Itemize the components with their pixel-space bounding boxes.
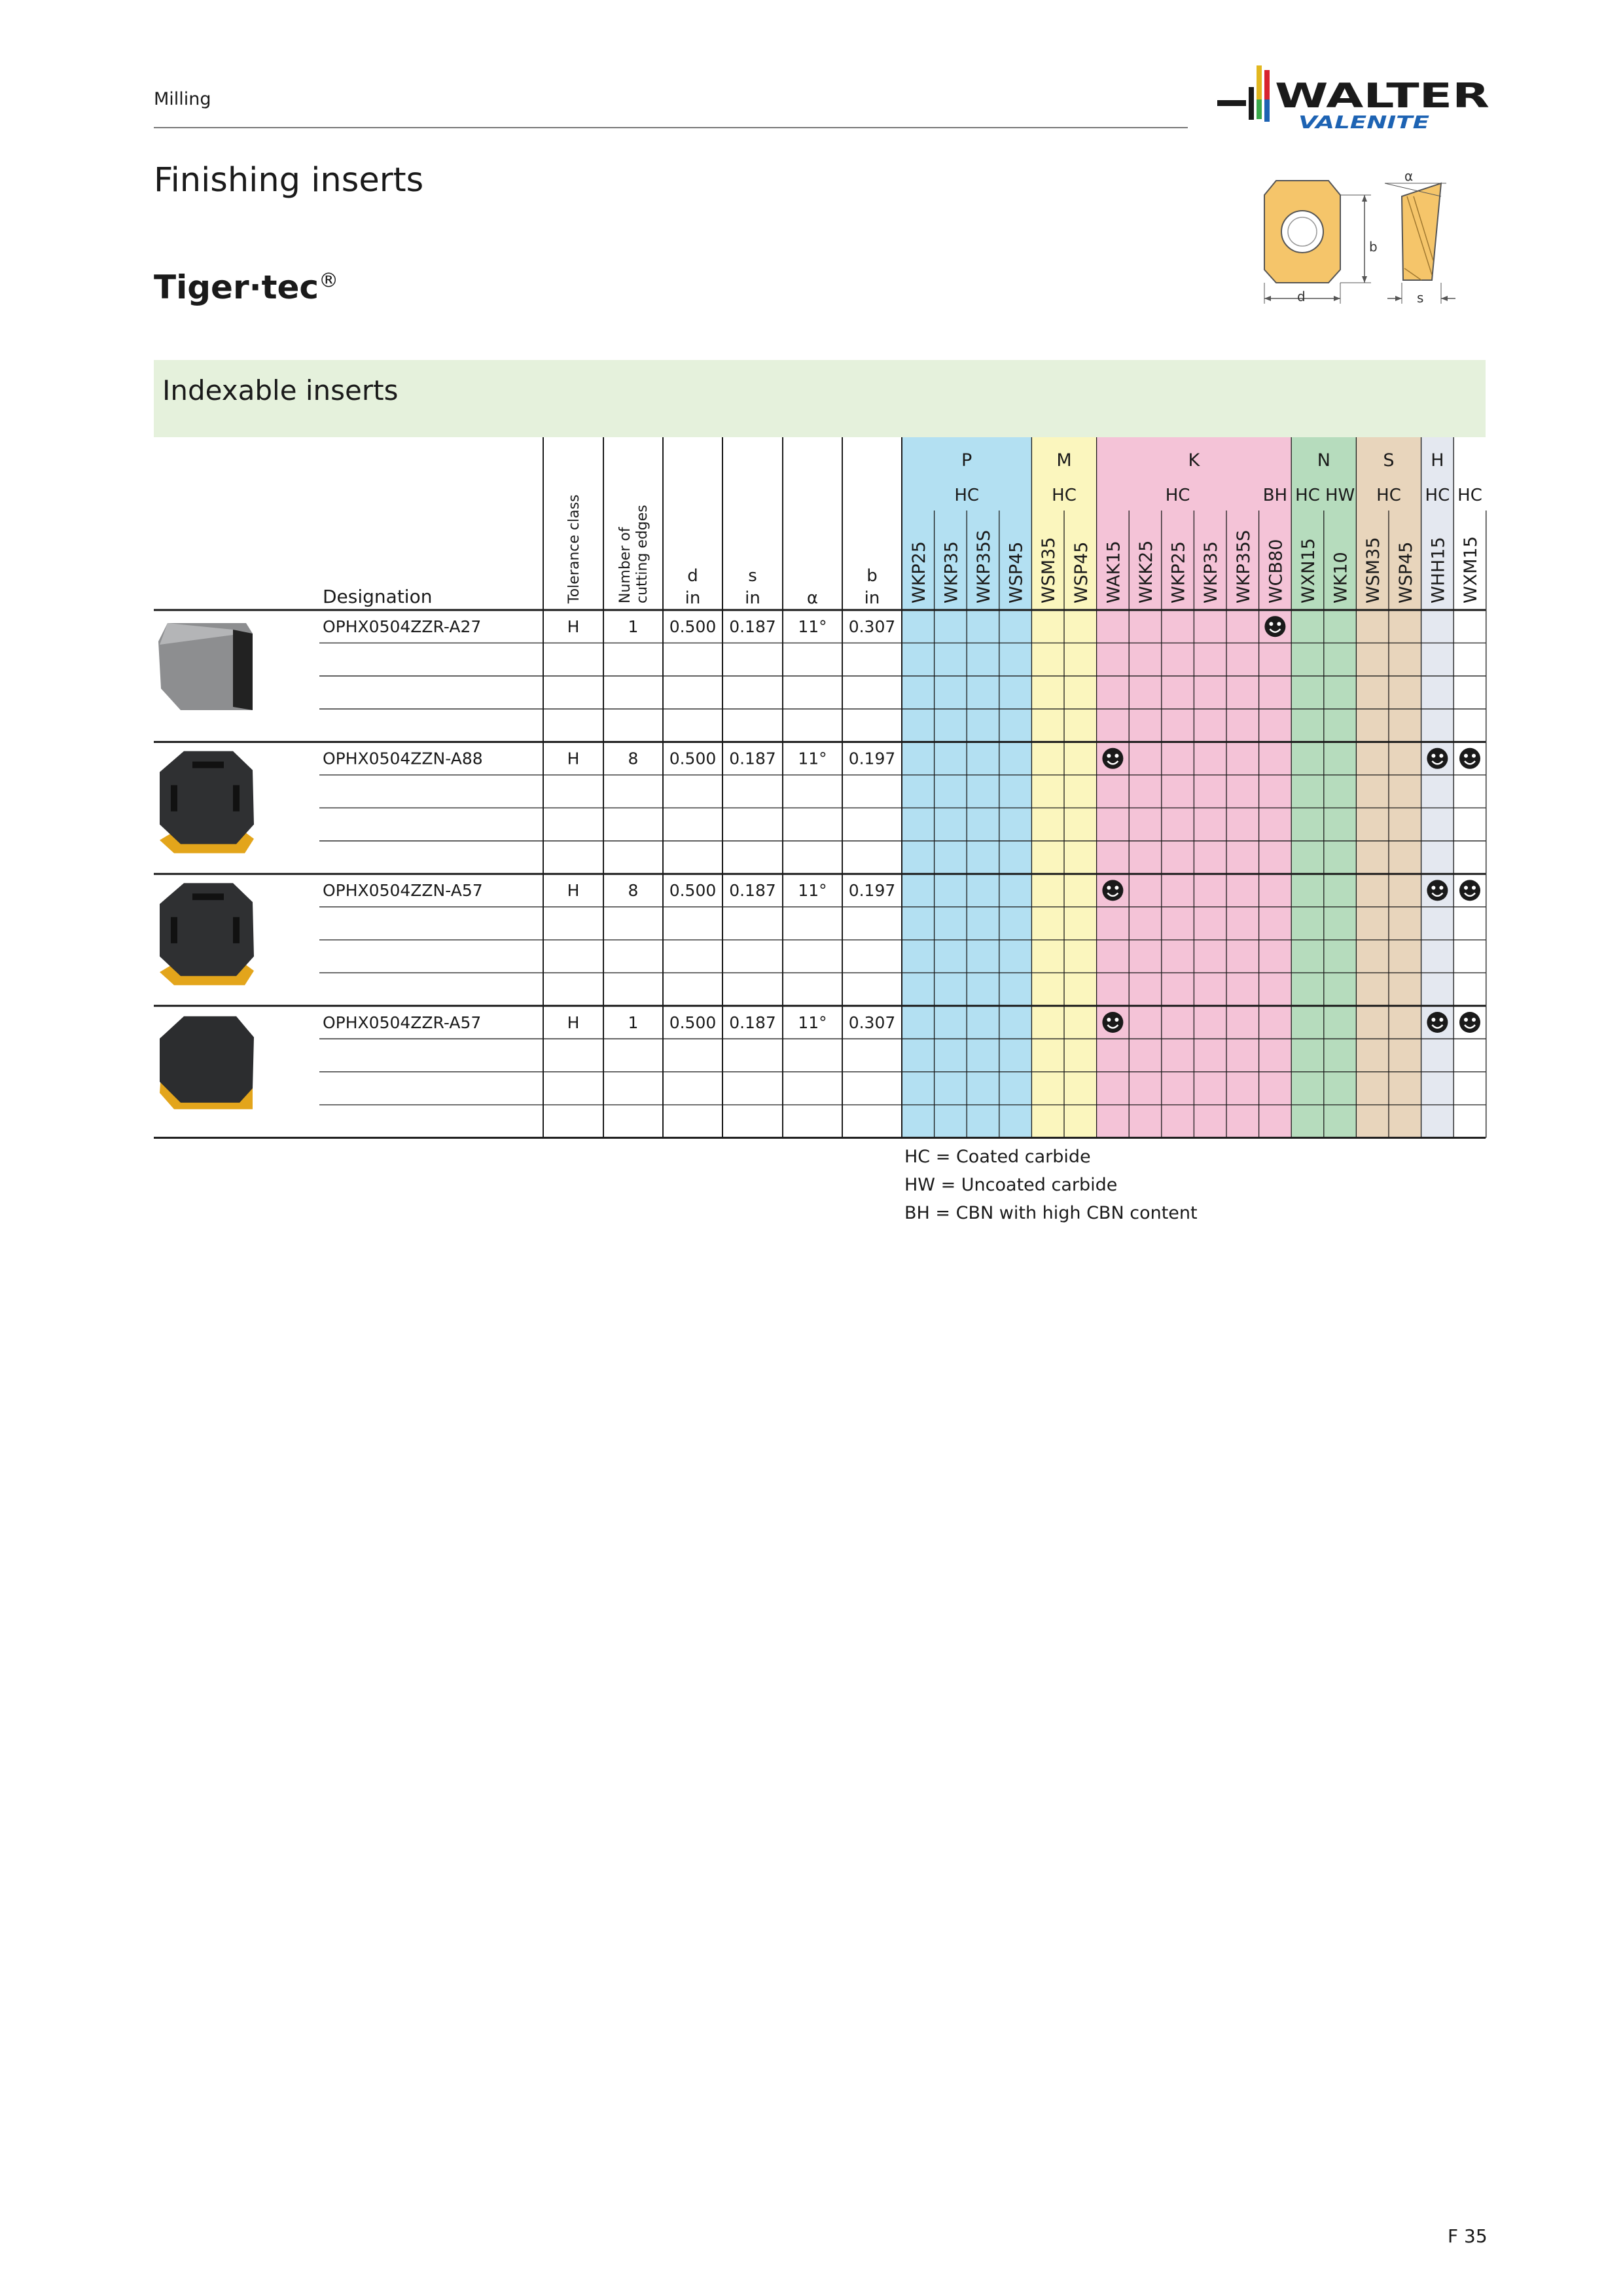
grade-type-label: HC — [1295, 486, 1320, 505]
header-alpha: α — [806, 588, 819, 608]
recommended-icon-eye — [1464, 1018, 1468, 1022]
recommended-icon-eye — [1115, 754, 1118, 758]
material-group-s: S — [1383, 450, 1395, 471]
grade-type-label: HC — [1457, 486, 1482, 505]
grade-name-wkp35: WKP35 — [1201, 541, 1222, 603]
grade-name-wkp25: WKP25 — [1168, 541, 1189, 603]
header-s: s — [748, 566, 757, 586]
row-d: 0.500 — [669, 617, 717, 636]
registered-mark: ® — [319, 269, 339, 293]
grade-type-label: HC — [1052, 486, 1077, 505]
dim-label-alpha: α — [1404, 170, 1414, 184]
recommended-grade-icon — [1102, 748, 1123, 769]
header-b: b — [866, 566, 878, 586]
dim-label-b: b — [1369, 239, 1378, 255]
row-tolerance: H — [567, 617, 580, 636]
header-b-unit: in — [864, 588, 880, 608]
grade-name-wkp25: WKP25 — [908, 541, 929, 603]
row-designation: OPHX0504ZZN-A57 — [323, 881, 483, 901]
row-tolerance: H — [567, 1013, 580, 1032]
grade-name-wsm35: WSM35 — [1363, 537, 1384, 603]
row-alpha: 11° — [798, 1013, 827, 1032]
recommended-grade-icon — [1102, 1012, 1123, 1033]
recommended-grade-icon — [1427, 1012, 1448, 1033]
row-s: 0.187 — [729, 881, 776, 901]
page-title: Finishing inserts — [154, 161, 424, 200]
material-group-n: N — [1317, 450, 1330, 471]
recommended-icon-eye — [1107, 754, 1111, 758]
header-d-unit: in — [685, 588, 701, 608]
row-s: 0.187 — [729, 1013, 776, 1032]
grade-type-label: BH — [1262, 486, 1288, 505]
recommended-icon-eye — [1431, 1018, 1435, 1022]
insert-image-marking — [192, 762, 224, 768]
grade-name-wcb80: WCB80 — [1266, 539, 1287, 603]
grade-type-label: HC — [1425, 486, 1450, 505]
row-designation: OPHX0504ZZN-A88 — [323, 749, 483, 768]
recommended-icon-eye — [1107, 1018, 1111, 1022]
grade-name-wsm35: WSM35 — [1039, 537, 1060, 603]
row-edges: 1 — [628, 617, 639, 636]
grade-type-label: HW — [1325, 486, 1355, 505]
recommended-grade-icon — [1427, 748, 1448, 769]
recommended-icon-eye — [1472, 886, 1476, 889]
row-d: 0.500 — [669, 881, 717, 901]
header-s-unit: in — [745, 588, 760, 608]
material-group-k: K — [1188, 450, 1200, 471]
insert-image-marking — [192, 893, 224, 900]
recommended-icon-eye — [1277, 622, 1281, 626]
legend-hw: HW = Uncoated carbide — [904, 1175, 1118, 1195]
section-banner-title: Indexable inserts — [162, 374, 399, 406]
section-label: Milling — [154, 89, 211, 109]
insert-image-marking — [233, 917, 240, 943]
row-designation: OPHX0504ZZR-A57 — [323, 1013, 482, 1032]
page-number: F 35 — [1448, 2225, 1488, 2247]
grade-type-label: HC — [1376, 486, 1401, 505]
grade-name-wk10: WK10 — [1330, 552, 1351, 603]
row-s: 0.187 — [729, 749, 776, 768]
row-b: 0.307 — [848, 617, 896, 636]
grade-name-wsp45: WSP45 — [1071, 541, 1092, 603]
grade-name-wsp45: WSP45 — [1006, 541, 1027, 603]
insert-image-marking — [233, 785, 240, 812]
row-tolerance: H — [567, 881, 580, 901]
row-b: 0.197 — [848, 881, 896, 901]
legend-hc: HC = Coated carbide — [904, 1147, 1091, 1167]
grade-name-wxm15: WXM15 — [1461, 536, 1481, 603]
recommended-icon-eye — [1472, 754, 1476, 758]
dim-label-d: d — [1297, 289, 1306, 304]
recommended-icon-eye — [1439, 886, 1443, 889]
recommended-grade-icon — [1459, 748, 1480, 769]
subtitle-text: Tiger·tec — [154, 268, 319, 306]
grade-name-wkp35s: WKP35S — [974, 529, 994, 603]
row-d: 0.500 — [669, 1013, 717, 1032]
recommended-icon-eye — [1115, 1018, 1118, 1022]
header-tolerance-class: Tolerance class — [566, 494, 582, 603]
recommended-icon-eye — [1431, 886, 1435, 889]
recommended-icon-eye — [1269, 622, 1273, 626]
grade-name-wak15: WAK15 — [1103, 541, 1124, 603]
row-s: 0.187 — [729, 617, 776, 636]
recommended-icon-eye — [1464, 886, 1468, 889]
material-group-h: H — [1431, 450, 1444, 471]
row-alpha: 11° — [798, 881, 827, 901]
grade-name-wkp35: WKP35 — [941, 541, 962, 603]
logo-line2: VALENITE — [1298, 113, 1430, 133]
recommended-icon-eye — [1472, 1018, 1476, 1022]
insert-image-hexagon — [160, 1016, 254, 1103]
row-tolerance: H — [567, 749, 580, 768]
recommended-icon-eye — [1439, 1018, 1443, 1022]
recommended-icon-eye — [1107, 886, 1111, 889]
recommended-grade-icon — [1427, 880, 1448, 901]
row-b: 0.307 — [848, 1013, 896, 1032]
insert-image-marking — [171, 917, 177, 943]
row-d: 0.500 — [669, 749, 717, 768]
grade-name-wkk25: WKK25 — [1136, 540, 1156, 603]
header-edges-line2: cutting edges — [634, 505, 651, 603]
row-edges: 8 — [628, 749, 639, 768]
row-alpha: 11° — [798, 749, 827, 768]
grade-name-whh15: WHH15 — [1428, 537, 1449, 603]
recommended-icon-eye — [1115, 886, 1118, 889]
grade-type-label: HC — [1165, 486, 1190, 505]
grade-name-wkp35s: WKP35S — [1233, 529, 1254, 603]
recommended-icon-eye — [1464, 754, 1468, 758]
recommended-icon-eye — [1439, 754, 1443, 758]
legend-bh: BH = CBN with high CBN content — [904, 1203, 1198, 1223]
recommended-grade-icon — [1102, 880, 1123, 901]
header-d: d — [687, 566, 698, 586]
header-designation: Designation — [323, 586, 433, 607]
abbreviation-legend — [904, 1143, 1198, 1227]
recommended-grade-icon — [1459, 1012, 1480, 1033]
row-edges: 1 — [628, 1013, 639, 1032]
recommended-grade-icon — [1459, 880, 1480, 901]
insert-image-marking — [171, 785, 177, 812]
grade-name-wxn15: WXN15 — [1298, 538, 1319, 603]
recommended-icon-eye — [1431, 754, 1435, 758]
row-edges: 8 — [628, 881, 639, 901]
material-group-p: P — [961, 450, 972, 471]
grade-type-label: HC — [954, 486, 980, 505]
insert-image-shade — [233, 630, 253, 710]
logo-line1: WALTER — [1275, 77, 1489, 116]
row-designation: OPHX0504ZZR-A27 — [323, 617, 482, 636]
row-alpha: 11° — [798, 617, 827, 636]
material-group-m: M — [1056, 450, 1072, 471]
header-edges-line1: Number of — [617, 527, 633, 603]
row-b: 0.197 — [848, 749, 896, 768]
recommended-grade-icon — [1264, 616, 1285, 637]
dim-label-s: s — [1417, 290, 1424, 306]
grade-name-wsp45: WSP45 — [1395, 541, 1416, 603]
